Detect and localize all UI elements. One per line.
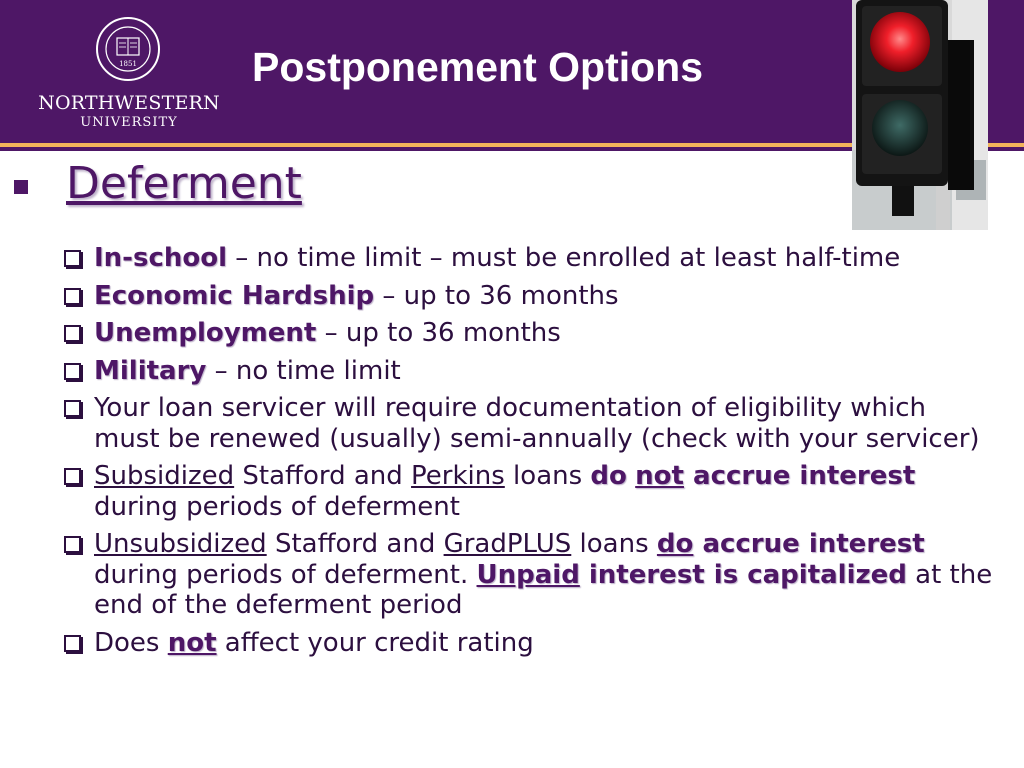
item-text-segment: during periods of deferment. [94, 559, 477, 590]
item-text-segment: Stafford and [234, 461, 412, 491]
item-text-segment: Stafford and [266, 529, 444, 559]
item-text-segment: loans [504, 461, 591, 491]
deferment-list [64, 243, 994, 665]
list-item [64, 243, 994, 274]
item-text-segment: – up to 36 months [374, 280, 619, 311]
checkbox-bullet-icon [64, 288, 81, 305]
item-text-segment: Military [94, 355, 207, 386]
item-text-segment: do [656, 529, 694, 559]
item-text-segment: – no time limit [206, 355, 401, 386]
university-seal-icon [95, 16, 161, 82]
item-text-segment: not [635, 461, 684, 491]
traffic-light-image [852, 0, 988, 230]
list-item [64, 529, 994, 621]
checkbox-bullet-icon [64, 250, 81, 267]
item-text-segment: accrue interest [683, 461, 916, 491]
item-text-segment: do [590, 461, 627, 491]
item-text-segment: Perkins [411, 461, 505, 491]
list-item [64, 356, 994, 387]
checkbox-bullet-icon [64, 468, 81, 485]
item-text-segment: GradPLUS [443, 529, 572, 559]
list-item [64, 461, 994, 522]
university-subtitle: UNIVERSITY [80, 115, 178, 130]
slide-title: Postponement Options [252, 44, 703, 90]
list-item [64, 628, 994, 659]
item-text-segment [627, 461, 635, 491]
item-text-segment: at the end of the deferment period [94, 559, 993, 620]
item-text-segment: affect your credit rating [216, 627, 534, 658]
item-text-segment: Does [94, 627, 168, 658]
checkbox-bullet-icon [64, 325, 81, 342]
university-name: NORTHWESTERN [38, 92, 220, 114]
checkbox-bullet-icon [64, 635, 81, 652]
checkbox-bullet-icon [64, 536, 81, 553]
item-text-segment: interest is capitalized [579, 559, 907, 590]
heading-bullet [14, 180, 28, 194]
section-heading: Deferment [66, 158, 302, 209]
item-text-segment: during periods of deferment [94, 491, 460, 522]
item-text-segment: – up to 36 months [316, 318, 561, 348]
list-item [64, 393, 994, 454]
item-text-segment: accrue interest [693, 529, 925, 559]
item-text-segment: – no time limit – must be enrolled at least half-time [227, 243, 901, 273]
list-item [64, 281, 994, 312]
item-text-segment: Your loan servicer will require documentation of eligibility which must be renewed (usually) semi-annually (check with your servicer) [94, 393, 980, 454]
item-text-segment: Unsubsidized [94, 529, 267, 559]
item-text-segment: Economic Hardship [94, 280, 375, 311]
item-text-segment: loans [571, 529, 657, 559]
item-text-segment: Unpaid [476, 559, 580, 590]
item-text-segment: Unemployment [94, 318, 317, 348]
item-text-segment: Subsidized [94, 461, 235, 491]
checkbox-bullet-icon [64, 363, 81, 380]
checkbox-bullet-icon [64, 400, 81, 417]
item-text-segment: In-school [94, 243, 228, 273]
list-item [64, 318, 994, 349]
seal-year: 1851 [119, 60, 137, 68]
item-text-segment: not [167, 627, 217, 658]
